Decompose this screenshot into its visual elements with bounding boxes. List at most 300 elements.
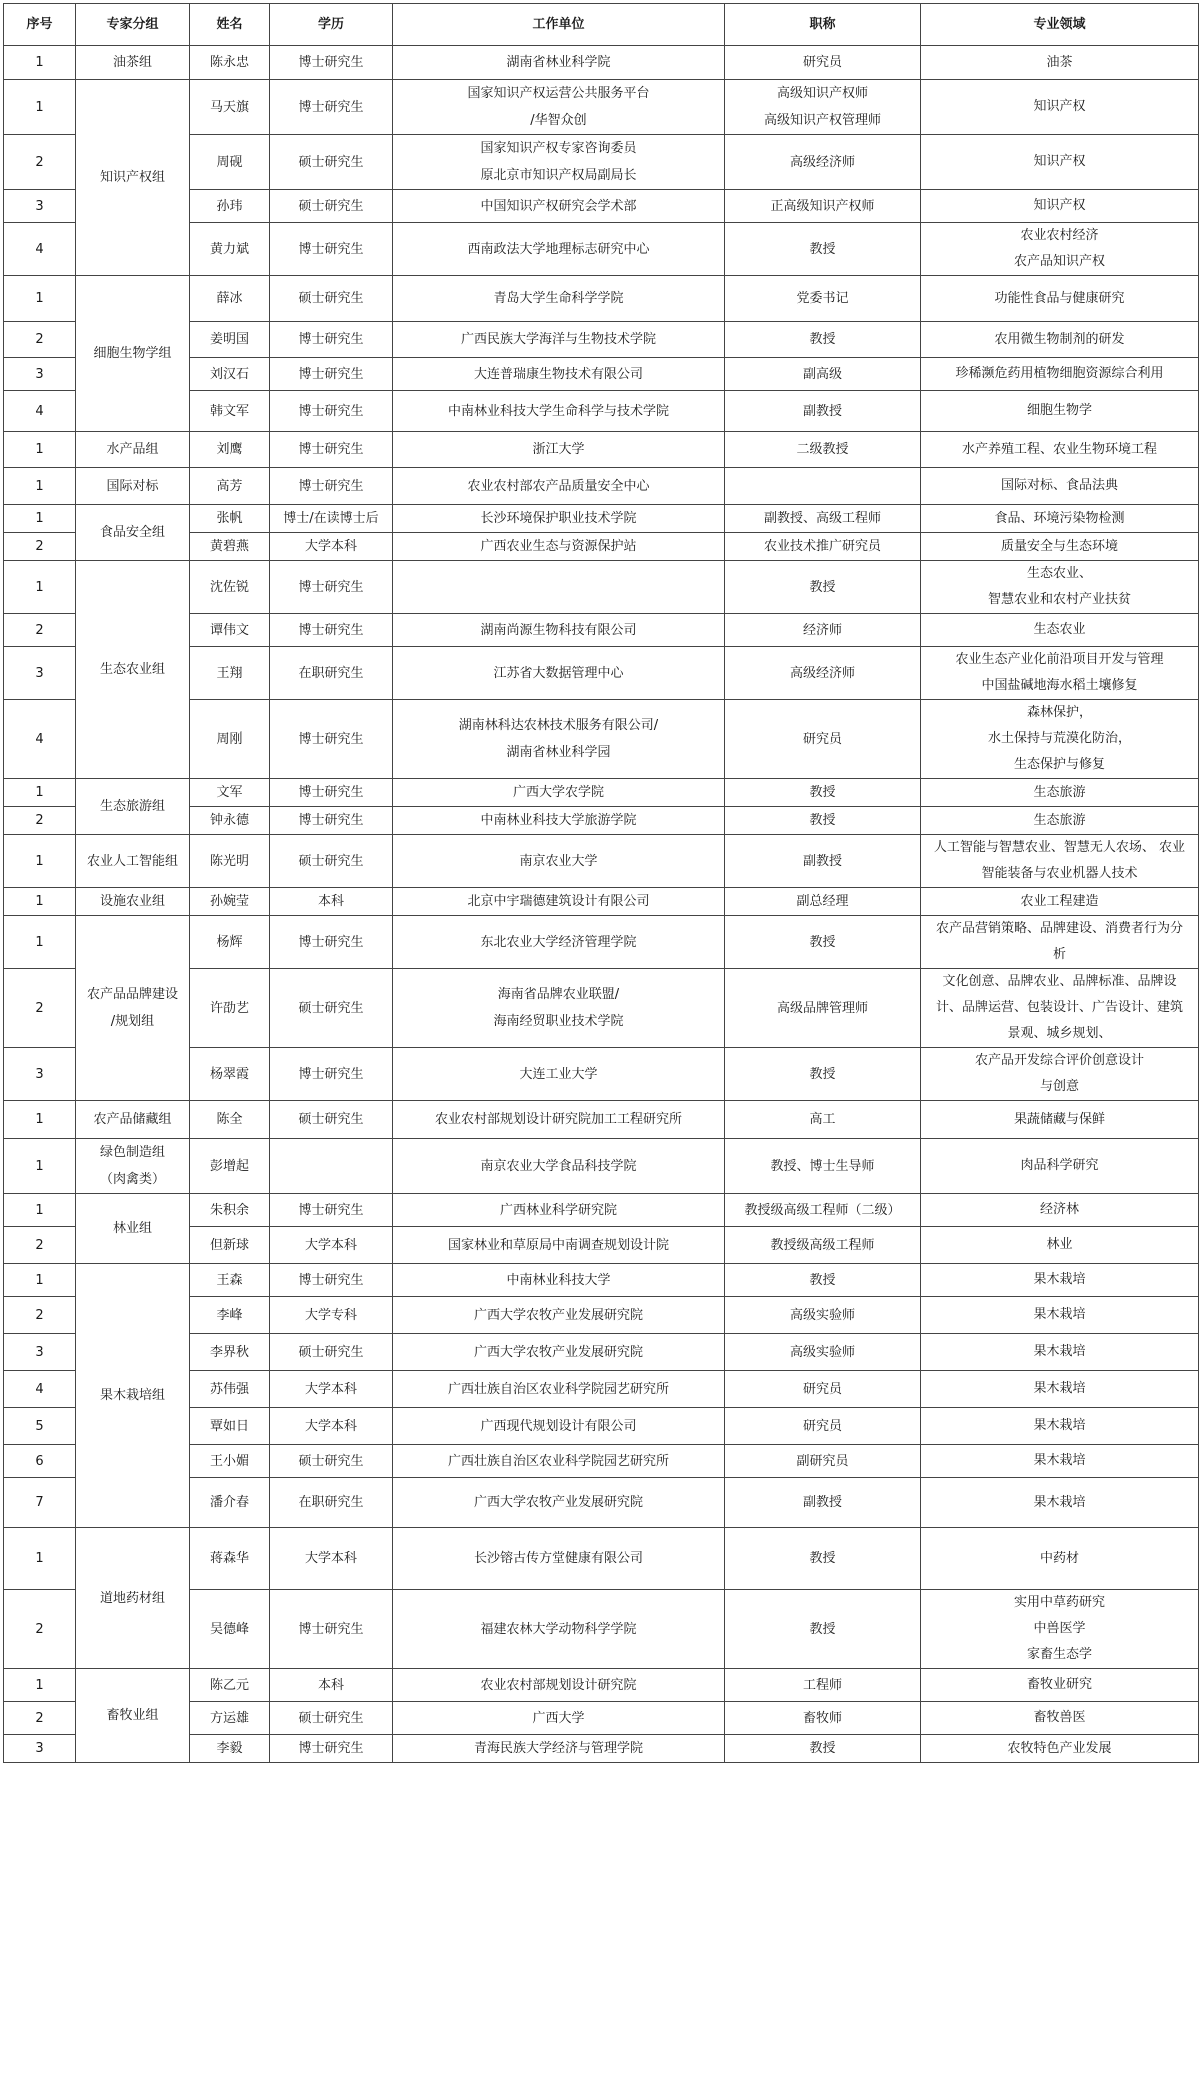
cell-unit (393, 1735, 725, 1763)
cell-education: 硕士研究生 (270, 1702, 393, 1735)
cell-line: 教授级高级工程师 (770, 1237, 875, 1253)
cell-line: 经济林 (1039, 1202, 1079, 1217)
cell-no: 2 (4, 322, 76, 358)
table-row (4, 916, 1199, 969)
cell-line: 广西大学农牧产业发展研究院 (473, 1495, 643, 1510)
cell-line: 研究员 (802, 1381, 842, 1397)
cell-name: 陈乙元 (190, 1669, 270, 1702)
cell-group (76, 46, 190, 80)
cell-name: 孙玮 (190, 190, 270, 223)
cell-line: 果木栽培 (1033, 1307, 1086, 1322)
cell-unit (393, 1669, 725, 1702)
cell-education: 大学本科 (270, 1408, 393, 1445)
cell-education: 博士研究生 (270, 916, 393, 969)
cell-unit (393, 468, 725, 505)
cell-no: 1 (4, 432, 76, 468)
cell-unit (393, 1590, 725, 1669)
cell-field (921, 1408, 1199, 1445)
cell-title (725, 1371, 921, 1408)
cell-line: 副总经理 (796, 894, 849, 909)
cell-field (921, 1139, 1199, 1194)
table-row (4, 1139, 1199, 1194)
cell-line: 西南政法大学地理标志研究中心 (467, 241, 650, 257)
cell-name: 陈光明 (190, 835, 270, 888)
cell-unit (393, 1139, 725, 1194)
cell-line: 农业农村经济 (1020, 228, 1099, 243)
cell-line: 广西大学 (532, 1710, 585, 1726)
cell-name: 李毅 (190, 1735, 270, 1763)
cell-no: 1 (4, 276, 76, 322)
cell-title (725, 46, 921, 80)
cell-line: 中兽医学 (1033, 1621, 1086, 1636)
cell-unit (393, 835, 725, 888)
cell-no: 2 (4, 1227, 76, 1264)
table-row (4, 1669, 1199, 1702)
cell-field (921, 1101, 1199, 1139)
cell-name: 朱积余 (190, 1194, 270, 1227)
cell-line: 高级经济师 (789, 665, 855, 681)
cell-name: 沈佐锐 (190, 561, 270, 614)
cell-education: 博士研究生 (270, 1048, 393, 1101)
cell-group (76, 276, 190, 432)
cell-education: 博士研究生 (270, 1264, 393, 1297)
cell-field (921, 322, 1199, 358)
cell-unit (393, 1297, 725, 1334)
cell-line: 高级知识产权管理师 (763, 113, 881, 128)
cell-line: 农用微生物制剂的研发 (994, 331, 1125, 347)
cell-field (921, 533, 1199, 561)
cell-field (921, 1334, 1199, 1371)
cell-unit (393, 779, 725, 807)
cell-line: 知识产权 (1033, 154, 1086, 169)
cell-line: 广西大学农牧产业发展研究院 (473, 1307, 643, 1323)
cell-name: 陈永忠 (190, 46, 270, 80)
cell-education: 硕士研究生 (270, 276, 393, 322)
table-row (4, 835, 1199, 888)
cell-title (725, 1408, 921, 1445)
cell-line: 实用中草药研究 (1013, 1595, 1105, 1610)
cell-title (725, 533, 921, 561)
cell-field (921, 358, 1199, 391)
cell-no: 2 (4, 807, 76, 835)
cell-no: 4 (4, 700, 76, 779)
cell-line: /华智众创 (530, 113, 587, 128)
cell-unit (393, 1264, 725, 1297)
cell-name: 许劭艺 (190, 969, 270, 1048)
cell-line: 副研究员 (796, 1453, 849, 1469)
cell-line: 中国知识产权研究会学术部 (480, 198, 637, 214)
cell-no: 1 (4, 80, 76, 135)
cell-no: 7 (4, 1478, 76, 1528)
cell-title (725, 358, 921, 391)
cell-group (76, 888, 190, 916)
cell-line: 森林保护， (1026, 705, 1092, 720)
cell-line: 国际对标 (106, 478, 159, 494)
cell-title (725, 1528, 921, 1590)
cell-line: 教授 (809, 332, 836, 347)
cell-line: 珍稀濒危药用植物细胞资源综合利用 (955, 366, 1164, 381)
table-row (4, 1528, 1199, 1590)
cell-line: 智慧农业和农村产业扶贫 (987, 592, 1131, 607)
cell-name: 王翔 (190, 647, 270, 700)
cell-title (725, 700, 921, 779)
cell-line: 农业农村部规划设计研究院 (480, 1677, 637, 1693)
cell-line: 中南林业科技大学 (506, 1272, 611, 1288)
cell-field (921, 391, 1199, 432)
cell-unit (393, 223, 725, 276)
cell-field (921, 614, 1199, 647)
cell-no: 1 (4, 1528, 76, 1590)
cell-field (921, 46, 1199, 80)
cell-field (921, 779, 1199, 807)
cell-line: 设施农业组 (99, 894, 165, 909)
cell-education: 博士研究生 (270, 1194, 393, 1227)
cell-line: 生态农业组 (99, 662, 165, 677)
cell-unit (393, 358, 725, 391)
cell-title (725, 1669, 921, 1702)
cell-education: 博士研究生 (270, 1735, 393, 1763)
cell-line: 党委书记 (796, 291, 849, 306)
cell-education: 大学本科 (270, 1371, 393, 1408)
cell-line: 研究员 (802, 731, 842, 747)
cell-line: 正高级知识产权师 (770, 198, 875, 214)
cell-line: 高工 (809, 1112, 836, 1127)
cell-line: 国家知识产权专家咨询委员 (480, 141, 637, 156)
cell-unit (393, 46, 725, 80)
table-row (4, 46, 1199, 80)
cell-line: 与创意 (1039, 1079, 1079, 1094)
cell-education: 硕士研究生 (270, 1334, 393, 1371)
cell-unit (393, 1101, 725, 1139)
cell-line: 油茶 (1046, 54, 1073, 70)
cell-title (725, 647, 921, 700)
cell-line: 果木栽培 (1033, 1418, 1086, 1433)
cell-unit (393, 1227, 725, 1264)
cell-field (921, 135, 1199, 190)
cell-field (921, 468, 1199, 505)
cell-name: 吴德峰 (190, 1590, 270, 1669)
cell-line: 教授 (809, 1272, 836, 1288)
cell-line: 家畜生态学 (1026, 1647, 1092, 1662)
cell-no: 4 (4, 1371, 76, 1408)
cell-line: 南京农业大学 (519, 853, 598, 869)
cell-line: 中南林业科技大学旅游学院 (480, 813, 637, 828)
cell-unit (393, 80, 725, 135)
cell-title (725, 1590, 921, 1669)
cell-line: 教授 (809, 1741, 836, 1756)
cell-line: 教授 (809, 785, 836, 800)
cell-line: 经济师 (802, 622, 842, 638)
cell-title (725, 779, 921, 807)
cell-line: 计、品牌运营、包装设计、广告设计、建筑 (935, 1000, 1183, 1015)
cell-line: 长沙镕古传方堂健康有限公司 (473, 1551, 643, 1566)
cell-title (725, 835, 921, 888)
cell-title (725, 969, 921, 1048)
cell-unit (393, 505, 725, 533)
cell-line: 农牧特色产业发展 (1007, 1740, 1112, 1756)
cell-line: 中国盐碱地海水稻土壤修复 (981, 678, 1138, 693)
cell-line: 高级实验师 (789, 1344, 855, 1360)
cell-education: 博士研究生 (270, 80, 393, 135)
cell-line: 教授 (809, 1066, 836, 1082)
cell-title (725, 888, 921, 916)
cell-line: 副教授、高级工程师 (763, 511, 881, 526)
cell-field (921, 561, 1199, 614)
table-row (4, 561, 1199, 614)
cell-education: 大学专科 (270, 1297, 393, 1334)
cell-line: 农业工程建造 (1020, 893, 1099, 909)
cell-no: 2 (4, 533, 76, 561)
cell-name: 文军 (190, 779, 270, 807)
cell-no: 3 (4, 1048, 76, 1101)
cell-line: 广西林业科学研究院 (499, 1202, 617, 1218)
cell-no: 1 (4, 888, 76, 916)
cell-title (725, 1264, 921, 1297)
cell-field (921, 1590, 1199, 1669)
cell-education: 博士研究生 (270, 1590, 393, 1669)
cell-line: 广西农业生态与资源保护站 (480, 539, 637, 554)
cell-title (725, 614, 921, 647)
cell-field (921, 1702, 1199, 1735)
cell-line: 副高级 (802, 366, 842, 382)
cell-line: 高级经济师 (789, 154, 855, 170)
table-row (4, 505, 1199, 533)
cell-unit (393, 1371, 725, 1408)
cell-line: 知识产权组 (99, 170, 165, 185)
cell-line: 果木栽培 (1033, 1272, 1086, 1287)
cell-title (725, 561, 921, 614)
cell-line: 广西现代规划设计有限公司 (480, 1418, 637, 1434)
cell-line: 国家知识产权运营公共服务平台 (467, 86, 650, 101)
cell-line: 农业生态产业化前沿项目开发与管理 (955, 652, 1164, 667)
cell-line: 南京农业大学食品科技学院 (480, 1158, 637, 1174)
cell-group (76, 1194, 190, 1264)
cell-no: 1 (4, 916, 76, 969)
cell-name: 高芳 (190, 468, 270, 505)
cell-unit (393, 700, 725, 779)
cell-line: 青海民族大学经济与管理学院 (473, 1741, 643, 1756)
cell-line: 湖南尚源生物科技有限公司 (480, 622, 637, 638)
col-header-unit: 工作单位 (393, 4, 725, 46)
cell-unit (393, 1702, 725, 1735)
cell-line: 中药材 (1039, 1550, 1079, 1566)
cell-unit (393, 432, 725, 468)
cell-no: 3 (4, 1735, 76, 1763)
col-header-field: 专业领域 (921, 4, 1199, 46)
cell-line: 畜牧业研究 (1026, 1677, 1092, 1692)
cell-group (76, 432, 190, 468)
cell-field (921, 916, 1199, 969)
cell-field (921, 807, 1199, 835)
cell-line: 农业人工智能组 (86, 853, 178, 869)
cell-group (76, 1264, 190, 1528)
cell-name: 孙婉莹 (190, 888, 270, 916)
cell-field (921, 1735, 1199, 1763)
cell-title (725, 1101, 921, 1139)
cell-title (725, 223, 921, 276)
cell-line: 生态旅游 (1033, 812, 1086, 828)
cell-unit (393, 1334, 725, 1371)
cell-line: 功能性食品与健康研究 (994, 290, 1125, 306)
cell-line: 原北京市知识产权局副局长 (480, 168, 637, 183)
cell-no: 1 (4, 1669, 76, 1702)
cell-line: 畜牧业组 (106, 1708, 159, 1723)
cell-unit (393, 1478, 725, 1528)
cell-line: 农产品开发综合评价创意设计 (974, 1053, 1144, 1068)
cell-field (921, 888, 1199, 916)
cell-no: 1 (4, 1139, 76, 1194)
cell-line: 绿色制造组 (99, 1145, 165, 1160)
cell-name: 谭伟文 (190, 614, 270, 647)
cell-no: 4 (4, 223, 76, 276)
cell-title (725, 135, 921, 190)
cell-line: 质量安全与生态环境 (1000, 538, 1118, 554)
cell-line: 生态农业、 (1026, 566, 1092, 581)
cell-no: 2 (4, 135, 76, 190)
cell-field (921, 1371, 1199, 1408)
cell-title (725, 1445, 921, 1478)
cell-unit (393, 1528, 725, 1590)
cell-line: 湖南省林业科学院 (506, 55, 611, 70)
cell-education: 博士研究生 (270, 432, 393, 468)
cell-education: 博士研究生 (270, 807, 393, 835)
cell-line: 知识产权 (1033, 198, 1086, 213)
cell-education: 本科 (270, 888, 393, 916)
cell-name: 彭增起 (190, 1139, 270, 1194)
cell-field (921, 190, 1199, 223)
cell-education: 大学本科 (270, 1528, 393, 1590)
cell-name: 黄力斌 (190, 223, 270, 276)
cell-unit (393, 190, 725, 223)
cell-line: 林业 (1046, 1237, 1073, 1252)
cell-unit (393, 1194, 725, 1227)
cell-education: 硕士研究生 (270, 835, 393, 888)
cell-unit (393, 647, 725, 700)
cell-education: 博士研究生 (270, 614, 393, 647)
cell-line: 副教授 (802, 853, 842, 869)
cell-unit (393, 322, 725, 358)
cell-line: 浙江大学 (532, 442, 585, 457)
table-row (4, 1101, 1199, 1139)
cell-line: 国家林业和草原局中南调查规划设计院 (447, 1237, 669, 1253)
cell-line: 水产品组 (106, 442, 159, 457)
cell-unit (393, 969, 725, 1048)
cell-name: 钟永德 (190, 807, 270, 835)
cell-line: （肉禽类） (99, 1172, 165, 1187)
cell-no: 1 (4, 46, 76, 80)
cell-line: 广西大学农牧产业发展研究院 (473, 1344, 643, 1360)
cell-line: 教授 (809, 579, 836, 595)
cell-education: 硕士研究生 (270, 135, 393, 190)
cell-line: 青岛大学生命科学学院 (493, 291, 624, 306)
cell-line: 农业农村部规划设计研究院加工工程研究所 (434, 1112, 682, 1127)
cell-unit (393, 1048, 725, 1101)
col-header-education: 学历 (270, 4, 393, 46)
table-row (4, 276, 1199, 322)
cell-unit (393, 391, 725, 432)
cell-name: 姜明国 (190, 322, 270, 358)
cell-name: 周刚 (190, 700, 270, 779)
cell-title (725, 391, 921, 432)
cell-line: 教授 (809, 1621, 836, 1637)
cell-education: 硕士研究生 (270, 1101, 393, 1139)
cell-line: 北京中宇瑞德建筑设计有限公司 (467, 894, 650, 909)
cell-education: 大学本科 (270, 533, 393, 561)
cell-group (76, 505, 190, 561)
cell-name: 李峰 (190, 1297, 270, 1334)
cell-line: 林业组 (112, 1221, 152, 1236)
cell-line: 农产品品牌建设 (86, 987, 178, 1002)
cell-line: 湖南林科达农林技术服务有限公司/ (458, 718, 659, 733)
cell-group (76, 779, 190, 835)
cell-title (725, 1194, 921, 1227)
cell-name: 刘鹰 (190, 432, 270, 468)
cell-unit (393, 1408, 725, 1445)
cell-title (725, 1139, 921, 1194)
cell-line: 析 (1052, 947, 1066, 962)
cell-title (725, 1334, 921, 1371)
cell-line: 畜牧兽医 (1033, 1710, 1086, 1725)
cell-line: 水产养殖工程、农业生物环境工程 (961, 441, 1157, 457)
cell-no: 5 (4, 1408, 76, 1445)
cell-field (921, 80, 1199, 135)
cell-no: 2 (4, 1297, 76, 1334)
cell-name: 覃如日 (190, 1408, 270, 1445)
cell-name: 王森 (190, 1264, 270, 1297)
cell-line: 生态保护与修复 (1013, 757, 1105, 772)
cell-title (725, 276, 921, 322)
cell-line: 二级教授 (796, 442, 849, 457)
cell-education: 硕士研究生 (270, 969, 393, 1048)
cell-no: 3 (4, 647, 76, 700)
cell-title (725, 1702, 921, 1735)
cell-line: 工程师 (802, 1677, 842, 1693)
cell-line: 广西壮族自治区农业科学院园艺研究所 (447, 1453, 669, 1469)
cell-no: 3 (4, 358, 76, 391)
header-row (4, 4, 1199, 46)
cell-field (921, 1297, 1199, 1334)
cell-line: 食品安全组 (99, 525, 165, 540)
table-row (4, 1264, 1199, 1297)
cell-line: 东北农业大学经济管理学院 (480, 934, 637, 950)
cell-education: 博士/在读博士后 (270, 505, 393, 533)
cell-name: 黄碧燕 (190, 533, 270, 561)
cell-line: 细胞生物学 (1026, 403, 1092, 418)
table-row (4, 1194, 1199, 1227)
cell-field (921, 1227, 1199, 1264)
cell-no: 1 (4, 835, 76, 888)
cell-line: 生态旅游组 (99, 799, 165, 814)
cell-line: 农产品营销策略、品牌建设、消费者行为分 (935, 921, 1183, 936)
cell-line: 果木栽培 (1033, 1344, 1086, 1359)
col-header-name: 姓名 (190, 4, 270, 46)
cell-line: 广西大学农学院 (512, 785, 604, 800)
cell-title (725, 1048, 921, 1101)
cell-unit (393, 807, 725, 835)
cell-education: 博士研究生 (270, 46, 393, 80)
cell-field (921, 969, 1199, 1048)
cell-line: 教授 (809, 1551, 836, 1566)
cell-line: 农业技术推广研究员 (763, 539, 881, 554)
cell-title (725, 1478, 921, 1528)
table-row (4, 432, 1199, 468)
cell-line: 高级实验师 (789, 1307, 855, 1323)
cell-name: 苏伟强 (190, 1371, 270, 1408)
cell-no: 2 (4, 1590, 76, 1669)
cell-line: 生态农业 (1033, 622, 1086, 637)
cell-education: 博士研究生 (270, 700, 393, 779)
cell-title (725, 505, 921, 533)
